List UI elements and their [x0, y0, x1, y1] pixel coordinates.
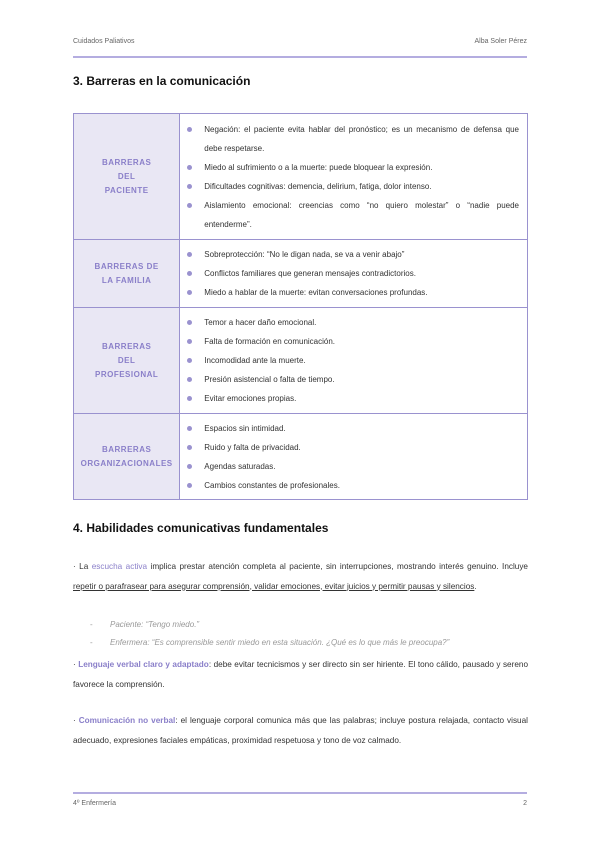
- underlined-text: repetir o parafrasear para asegurar comprensión, validar emociones, evitar juicios y permitir pausas y silencios: [73, 581, 475, 591]
- dialogue-text: Enfermera: “Es comprensible sentir miedo en esta situación. ¿Qué es lo que más le preocupa?”: [110, 638, 450, 647]
- category-label: BARRERAS DEL PACIENTE: [101, 157, 152, 195]
- category-label: BARRERAS ORGANIZACIONALES: [80, 444, 173, 468]
- list-item: Miedo a hablar de la muerte: evitan conversaciones profundas.: [204, 283, 519, 302]
- header-author: Alba Soler Pérez: [474, 38, 527, 45]
- term-nonverbal: Comunicación no verbal: [78, 716, 176, 725]
- footer-course-year: 4º Enfermería: [73, 800, 117, 807]
- table-row: [74, 114, 528, 240]
- term-verbal-language: Lenguaje verbal claro y adaptado: [78, 660, 209, 669]
- list-item: Miedo al sufrimiento o a la muerte: puede bloquear la expresión.: [204, 158, 519, 177]
- bullet-lead: ·: [73, 660, 79, 669]
- list-item: Incomodidad ante la muerte.: [204, 351, 519, 370]
- list-item: Presión asistencial o falta de tiempo.: [204, 370, 519, 389]
- list-item: Agendas saturadas.: [204, 457, 519, 476]
- list-item: Ruido y falta de privacidad.: [204, 438, 519, 457]
- page-footer: [73, 800, 527, 807]
- paragraph-text: el lenguaje corporal comunica más que las palabras; incluye postura relajada, contacto visual adecuado, expresiones faciales empáticas, proximidad respetuosa y tono de voz calmado.: [73, 716, 528, 745]
- list-item: Sobreprotección: “No le digan nada, se va a venir abajo”: [204, 245, 519, 264]
- dialogue-line: [90, 620, 199, 629]
- row-category: [74, 114, 180, 240]
- bullet-lead: · La: [73, 562, 92, 571]
- barriers-table: [73, 113, 528, 500]
- list-item: Negación: el paciente evita hablar del pronóstico; es un mecanismo de defensa que debe respetarse.: [204, 120, 519, 158]
- header-rule: [73, 56, 527, 58]
- page-number: 2: [523, 800, 527, 807]
- dialogue-line: [90, 638, 449, 647]
- verbal-language-paragraph: [73, 655, 528, 694]
- row-items: [180, 114, 528, 240]
- list-item: Temor a hacer daño emocional.: [204, 313, 519, 332]
- dialogue-dash: -: [90, 620, 93, 629]
- active-listening-paragraph: [73, 557, 528, 596]
- list-item: Conflictos familiares que generan mensajes contradictorios.: [204, 264, 519, 283]
- paragraph-text: debe evitar tecnicismos y ser directo sin ser hiriente. El tono cálido, pausado y sereno favorece la comprensión.: [73, 660, 528, 689]
- paragraph-text: implica prestar atención completa al paciente, sin interrupciones, mostrando interés genuino. Incluye: [147, 562, 528, 571]
- footer-rule: [73, 792, 527, 794]
- section-4-title: 4. Habilidades comunicativas fundamentales: [73, 521, 329, 535]
- term-active-listening: escucha activa: [91, 562, 148, 571]
- dialogue-dash: -: [90, 638, 93, 647]
- row-items: [180, 240, 528, 308]
- term-colon: :: [175, 716, 178, 725]
- row-category: [74, 308, 180, 414]
- row-items: [180, 414, 528, 500]
- row-category: [74, 240, 180, 308]
- list-item: Espacios sin intimidad.: [204, 419, 519, 438]
- header-course: Cuidados Paliativos: [73, 38, 135, 45]
- list-item: Falta de formación en comunicación.: [204, 332, 519, 351]
- list-item: Evitar emociones propias.: [204, 389, 519, 408]
- row-items: [180, 308, 528, 414]
- bullet-lead: ·: [73, 716, 79, 725]
- dialogue-text: Paciente: “Tengo miedo.”: [110, 620, 200, 629]
- paragraph-end: .: [474, 581, 477, 591]
- list-item: Cambios constantes de profesionales.: [204, 476, 519, 495]
- nonverbal-paragraph: [73, 711, 528, 750]
- table-row: [74, 240, 528, 308]
- category-label: BARRERAS DE LA FAMILIA: [94, 261, 159, 285]
- row-category: [74, 414, 180, 500]
- table-row: [74, 308, 528, 414]
- page-header: [73, 38, 527, 45]
- table-row: [74, 414, 528, 500]
- section-3-title: 3. Barreras en la comunicación: [73, 74, 251, 88]
- category-label: BARRERAS DEL PROFESIONAL: [95, 341, 159, 379]
- term-colon: :: [208, 660, 212, 669]
- list-item: Aislamiento emocional: creencias como “no quiero molestar” o “nadie puede entenderme”.: [204, 196, 519, 234]
- list-item: Dificultades cognitivas: demencia, delirium, fatiga, dolor intenso.: [204, 177, 519, 196]
